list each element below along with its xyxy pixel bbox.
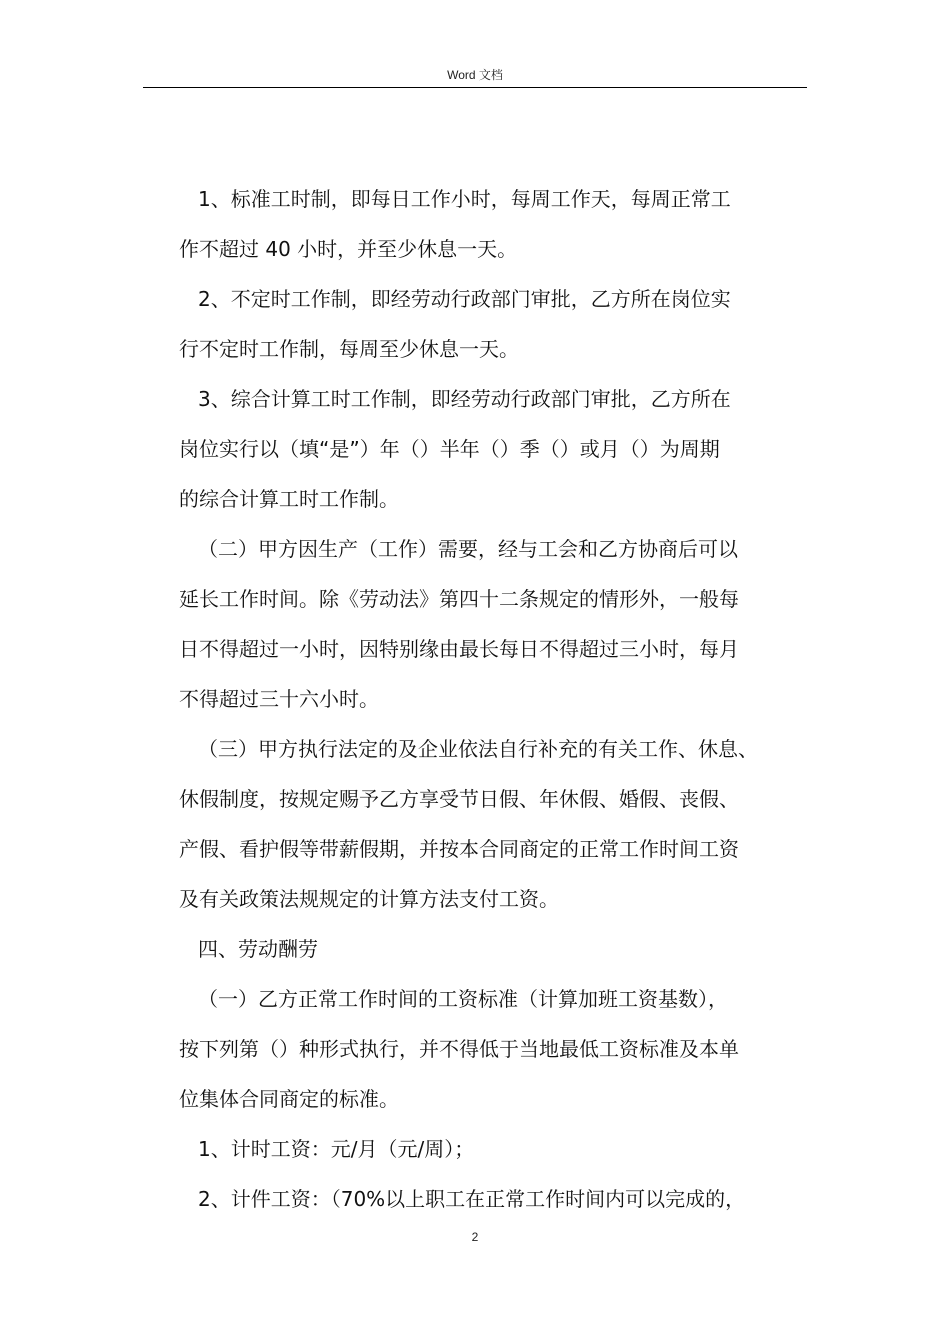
paragraph-line: 1、标准工时制，即每日工作小时，每周工作天，每周正常工 — [198, 187, 731, 211]
header-rule — [143, 87, 807, 88]
paragraph-line: 岗位实行以（填“是”）年（）半年（）季（）或月（）为周期 — [179, 437, 720, 461]
paragraph-line: 2、不定时工作制，即经劳动行政部门审批，乙方所在岗位实 — [198, 287, 731, 311]
paragraph-line: 位集体合同商定的标准。 — [179, 1087, 399, 1111]
paragraph-line: （三）甲方执行法定的及企业依法自行补充的有关工作、休息、 — [198, 737, 758, 761]
paragraph-line: 产假、看护假等带薪假期，并按本合同商定的正常工作时间工资 — [179, 837, 739, 861]
paragraph-line: （一）乙方正常工作时间的工资标准（计算加班工资基数）， — [198, 987, 728, 1011]
page-header: Word 文档 — [447, 68, 503, 82]
paragraph-line: 1、计时工资：元/月（元/周）； — [198, 1137, 475, 1161]
paragraph-line: 的综合计算工时工作制。 — [179, 487, 399, 511]
paragraph-line: 及有关政策法规规定的计算方法支付工资。 — [179, 887, 559, 911]
paragraph-line: 延长工作时间。除《劳动法》第四十二条规定的情形外，一般每 — [179, 587, 739, 611]
paragraph-line: 作不超过 40 小时，并至少休息一天。 — [179, 237, 518, 261]
paragraph-line: （二）甲方因生产（工作）需要，经与工会和乙方协商后可以 — [198, 537, 738, 561]
paragraph-line: 按下列第（）种形式执行，并不得低于当地最低工资标准及本单 — [179, 1037, 739, 1061]
paragraph-line: 休假制度，按规定赐予乙方享受节日假、年休假、婚假、丧假、 — [179, 787, 739, 811]
paragraph-line: 行不定时工作制，每周至少休息一天。 — [179, 337, 519, 361]
section-heading: 四、劳动酬劳 — [198, 937, 318, 961]
paragraph-line: 3、综合计算工时工作制，即经劳动行政部门审批，乙方所在 — [198, 387, 731, 411]
paragraph-line: 不得超过三十六小时。 — [179, 687, 379, 711]
paragraph-line: 2、计件工资：（70%以上职工在正常工作时间内可以完成的， — [198, 1187, 746, 1211]
paragraph-line: 日不得超过一小时，因特别缘由最长每日不得超过三小时，每月 — [179, 637, 739, 661]
page-number: 2 — [471, 1230, 479, 1244]
